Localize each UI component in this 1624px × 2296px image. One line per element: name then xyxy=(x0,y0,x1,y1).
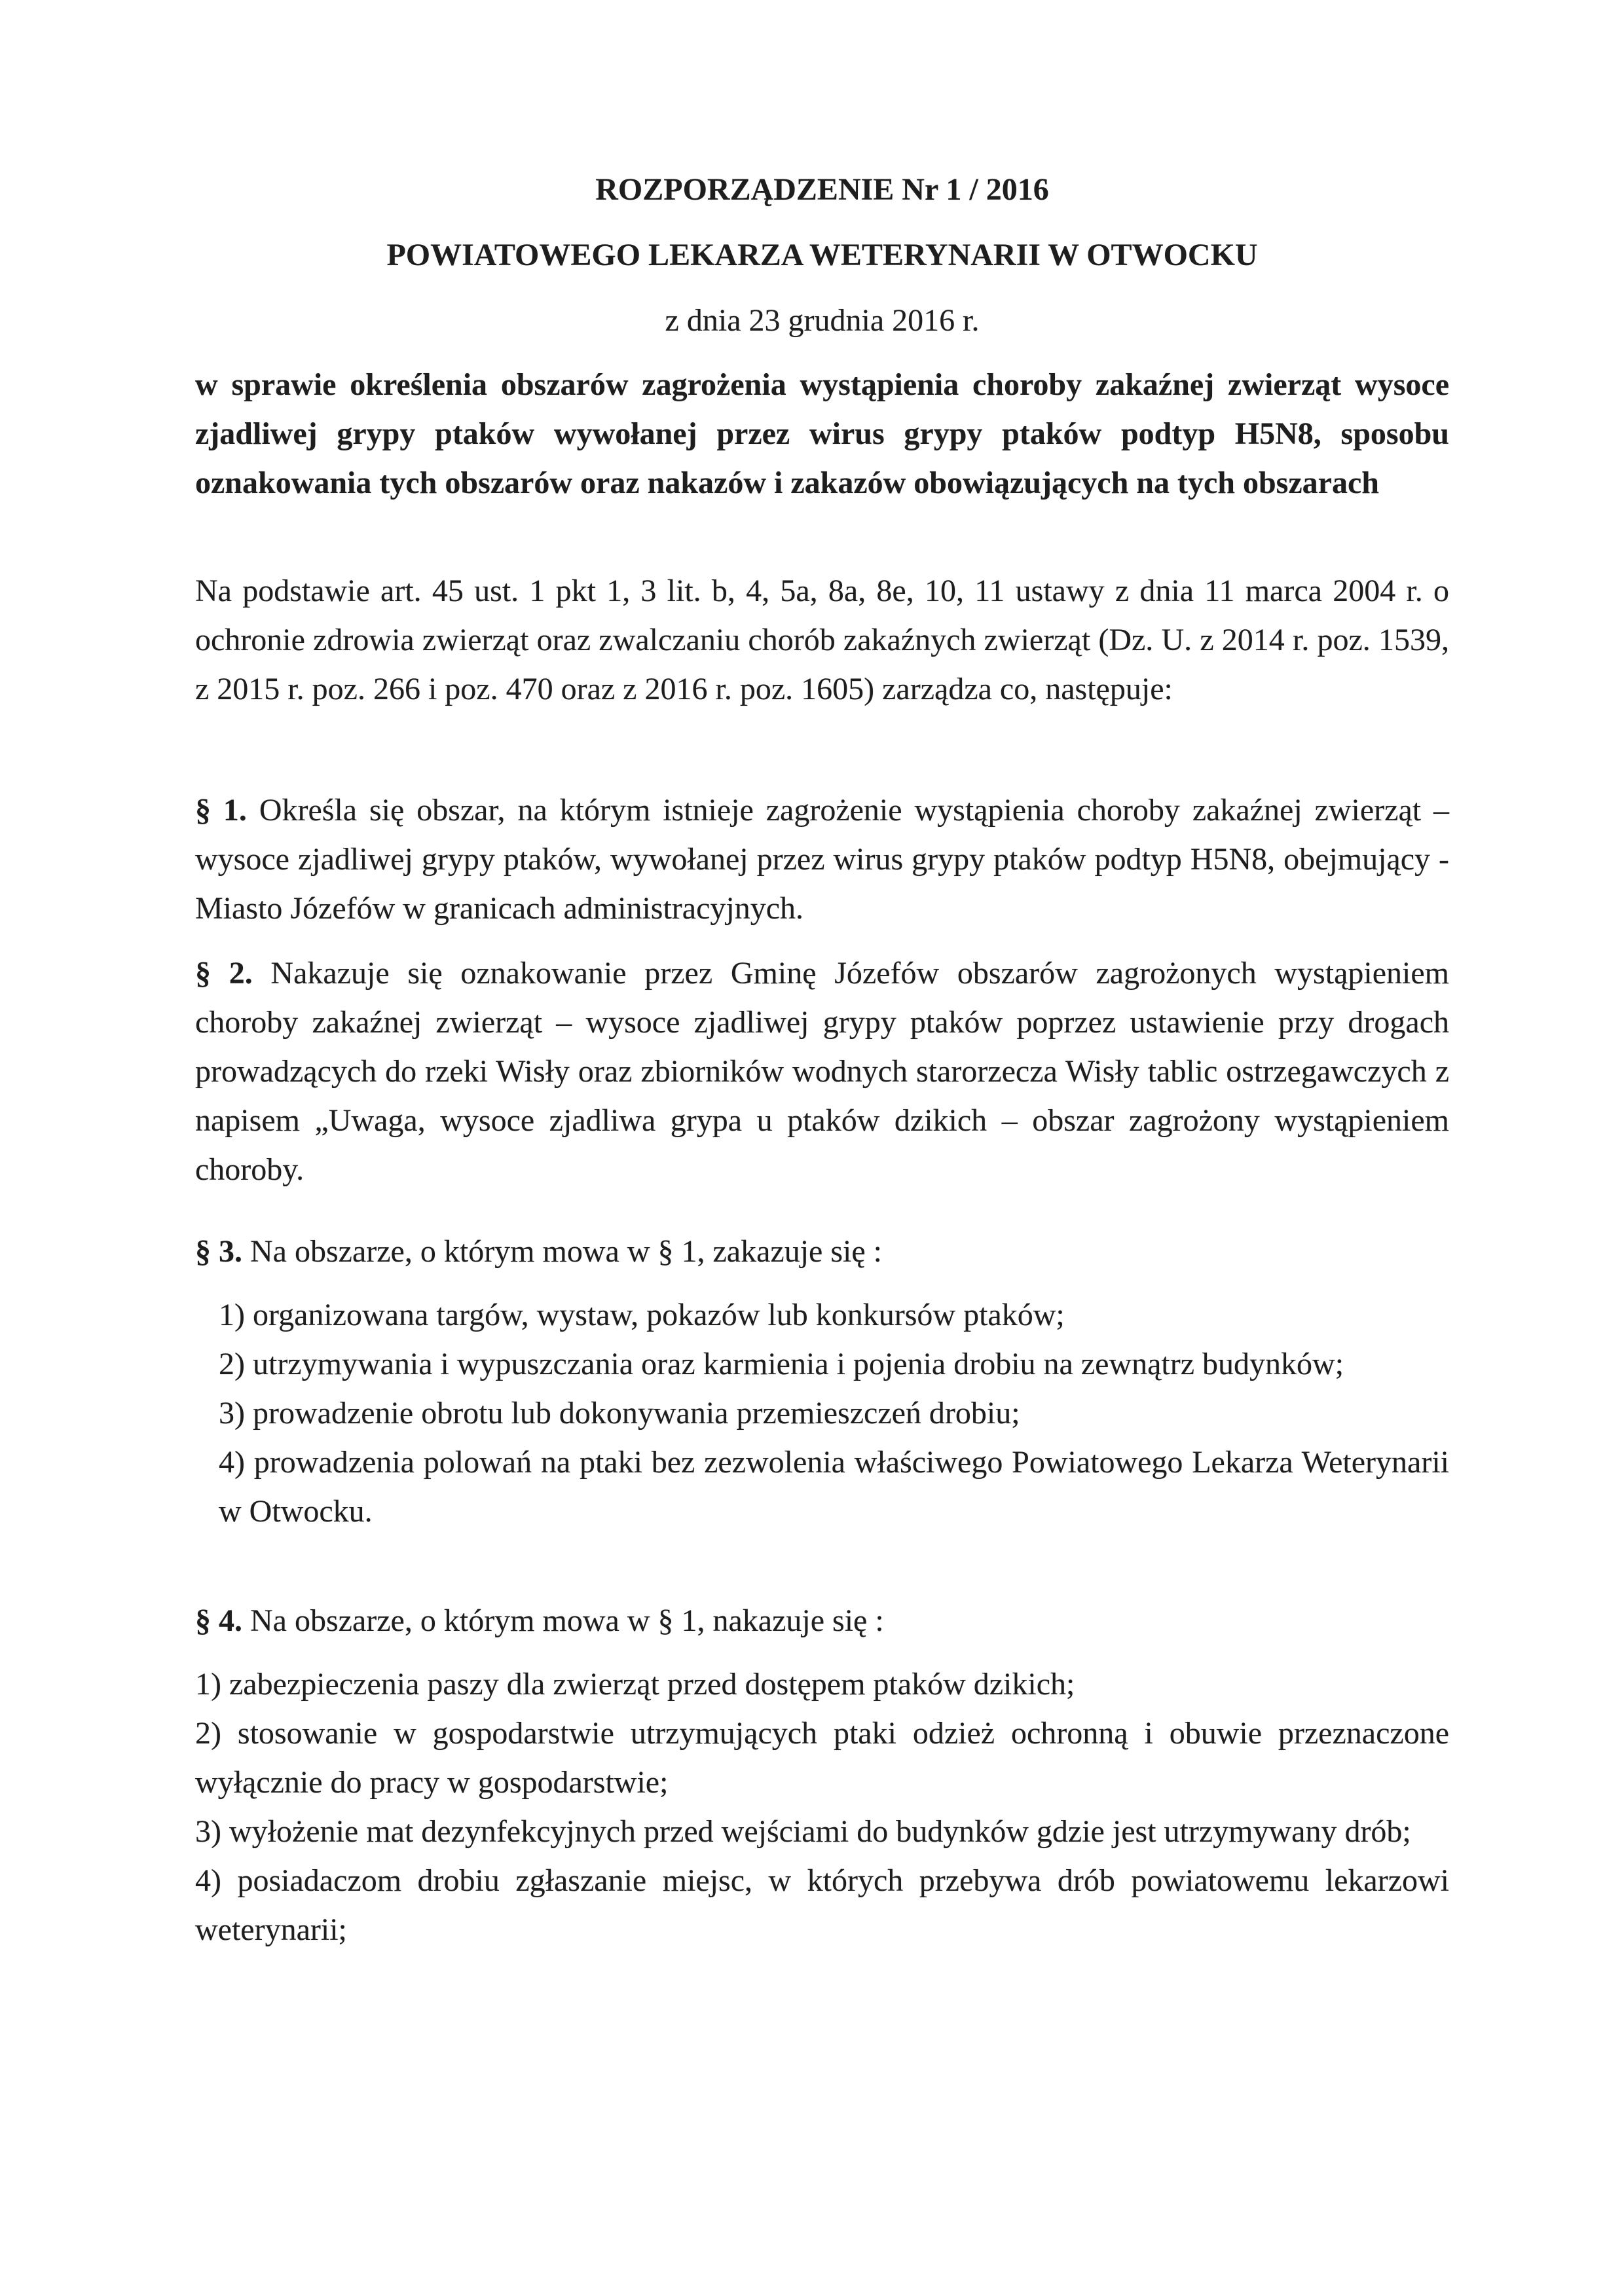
section-4-item-3 xyxy=(195,1807,1449,1856)
section-1-text: Określa się obszar, na którym istnieje zagrożenie wystąpienia choroby zakaźnej zwierząt – wysoce zjadliwej grypy ptaków, wywołanej przez wirus grypy ptaków podtyp H5N8, obejmujący - Miasto Józefów w granicach administracyjnych. xyxy=(195,793,1450,926)
list-item-text: utrzymywania i wypuszczania oraz karmienia i pojenia drobiu na zewnątrz budynków; xyxy=(252,1347,1344,1381)
legal-basis-paragraph: Na podstawie art. 45 ust. 1 pkt 1, 3 lit. b, 4, 5a, 8a, 8e, 10, 11 ustawy z dnia 11 marca 2004 r. o ochronie zdrowia zwierząt oraz zwalczaniu chorób zakaźnych zwierząt (Dz. U. z 2014 r. poz. 1539, z 2015 r. poz. 266 i poz. 470 oraz z 2016 r. poz. 1605) zarządza co, następuje: xyxy=(195,574,1449,706)
document-title: ROZPORZĄDZENIE Nr 1 / 2016 xyxy=(595,172,1049,207)
list-item-marker: 1) xyxy=(195,1667,221,1702)
section-3-item-1 xyxy=(219,1290,1449,1339)
section-2-paragraph xyxy=(195,949,1449,1194)
list-item-marker: 2) xyxy=(195,1716,221,1751)
list-item-marker: 3) xyxy=(195,1814,221,1849)
document-date: z dnia 23 grudnia 2016 r. xyxy=(665,303,980,338)
list-item-marker: 4) xyxy=(195,1863,221,1898)
section-1-number: § 1. xyxy=(195,793,247,828)
list-item-marker: 4) xyxy=(219,1445,245,1480)
list-item-text: stosowanie w gospodarstwie utrzymujących ptaki odzież ochronną i obuwie przeznaczone wyłącznie do pracy w gospodarstwie; xyxy=(195,1716,1450,1800)
section-3-item-2 xyxy=(219,1339,1449,1389)
section-4-item-4 xyxy=(195,1856,1449,1954)
list-item-text: wyłożenie mat dezynfekcyjnych przed wejściami do budynków gdzie jest utrzymywany drób; xyxy=(229,1814,1411,1849)
section-3-intro: Na obszarze, o którym mowa w § 1, zakazuje się : xyxy=(250,1234,882,1269)
list-item-text: zabezpieczenia paszy dla zwierząt przed dostępem ptaków dzikich; xyxy=(229,1667,1075,1702)
section-4-item-2 xyxy=(195,1709,1449,1807)
section-4-number: § 4. xyxy=(195,1603,242,1638)
list-item-text: organizowana targów, wystaw, pokazów lub konkursów ptaków; xyxy=(252,1298,1065,1332)
section-1-paragraph xyxy=(195,786,1449,933)
document-issuer: POWIATOWEGO LEKARZA WETERYNARII W OTWOCKU xyxy=(386,238,1258,272)
list-item-text: prowadzenie obrotu lub dokonywania przemieszczeń drobiu; xyxy=(252,1396,1020,1430)
section-4-heading xyxy=(195,1596,1449,1645)
section-4-list xyxy=(195,1660,1449,1954)
list-item-marker: 2) xyxy=(219,1347,245,1381)
list-item-marker: 3) xyxy=(219,1396,245,1430)
document-header xyxy=(195,157,1449,354)
list-item-text: posiadaczom drobiu zgłaszanie miejsc, w których przebywa drób powiatowemu lekarzowi weterynarii; xyxy=(195,1863,1450,1947)
section-3-number: § 3. xyxy=(195,1234,242,1269)
list-item-text: prowadzenia polowań na ptaki bez zezwolenia właściwego Powiatowego Lekarza Weterynarii w Otwocku. xyxy=(219,1445,1450,1529)
section-4-intro: Na obszarze, o którym mowa w § 1, nakazuje się : xyxy=(250,1603,884,1638)
section-3-heading xyxy=(195,1227,1449,1276)
section-2-number: § 2. xyxy=(195,956,253,991)
subject-paragraph: w sprawie określenia obszarów zagrożenia wystąpienia choroby zakaźnej zwierząt wysoce zjadliwej grypy ptaków wywołanej przez wirus grypy ptaków podtyp H5N8, sposobu oznakowania tych obszarów oraz nakazów i zakazów obowiązujących na tych obszarach xyxy=(195,367,1449,500)
section-3-list xyxy=(195,1290,1449,1536)
section-3-item-3 xyxy=(219,1389,1449,1438)
list-item-marker: 1) xyxy=(219,1298,245,1332)
section-3-item-4 xyxy=(219,1438,1449,1536)
section-4-item-1 xyxy=(195,1660,1449,1709)
section-2-text: Nakazuje się oznakowanie przez Gminę Józefów obszarów zagrożonych wystąpieniem choroby zakaźnej zwierząt – wysoce zjadliwej grypy ptaków poprzez ustawienie przy drogach prowadzących do rzeki Wisły oraz zbiorników wodnych starorzecza Wisły tablic ostrzegawczych z napisem „Uwaga, wysoce zjadliwa grypa u ptaków dzikich – obszar zagrożony wystąpieniem choroby. xyxy=(195,956,1449,1187)
